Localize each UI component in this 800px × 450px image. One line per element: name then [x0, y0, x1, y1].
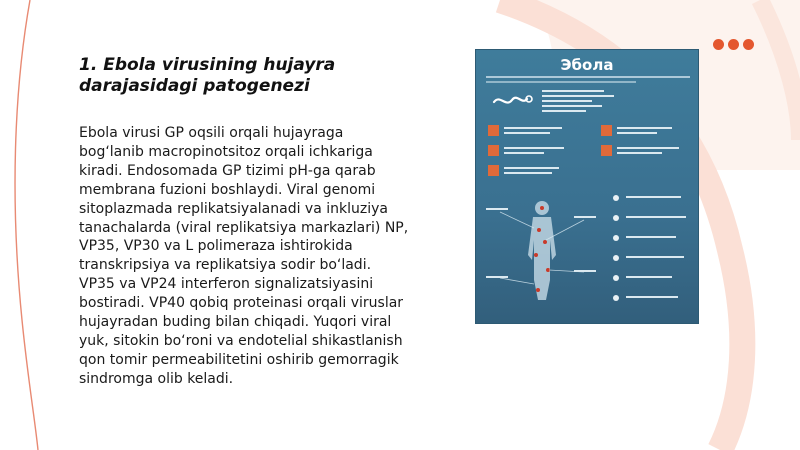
virus-icon — [494, 96, 532, 103]
deco-line-left — [15, 0, 38, 450]
slide-body-text: Ebola virusi GP oqsili orqali hujayraga bog‘lanib macropinotsitoz orqali ichkariga kiradi. Endosomada GP tizimi pH-ga qarab membrana fuzioni boshlaydi. Viral genomi sitoplazmada replikatsiyalanadi va inkluziya tanachalarda (viral replikatsiya markazlari) NP, VP35, VP30 va L polimeraza ishtirokida transkripsiya va replikatsiya sodir bo‘ladi. VP35 va VP24 interferon signalizatsiyasini bostiradi. VP40 qobiq proteinasi orqali viruslar hujayradan buding bilan chiqadi. Yuqori viral yuk, sitokin bo‘roni va endotelial shikastlanish qon tomir permeabilitetini oshirib gemorragik sindromga olib keladi. — [79, 125, 409, 387]
poster-title: Эбола — [560, 56, 614, 74]
dot — [743, 39, 754, 50]
human-figure-icon — [528, 201, 556, 300]
menu-dots-icon — [713, 39, 754, 50]
dot — [728, 39, 739, 50]
ebola-infographic — [475, 49, 699, 324]
dot — [713, 39, 724, 50]
slide-title: 1. Ebola virusining hujayra darajasidagi patogenezi — [79, 55, 336, 96]
infographic-graphic — [476, 50, 699, 324]
